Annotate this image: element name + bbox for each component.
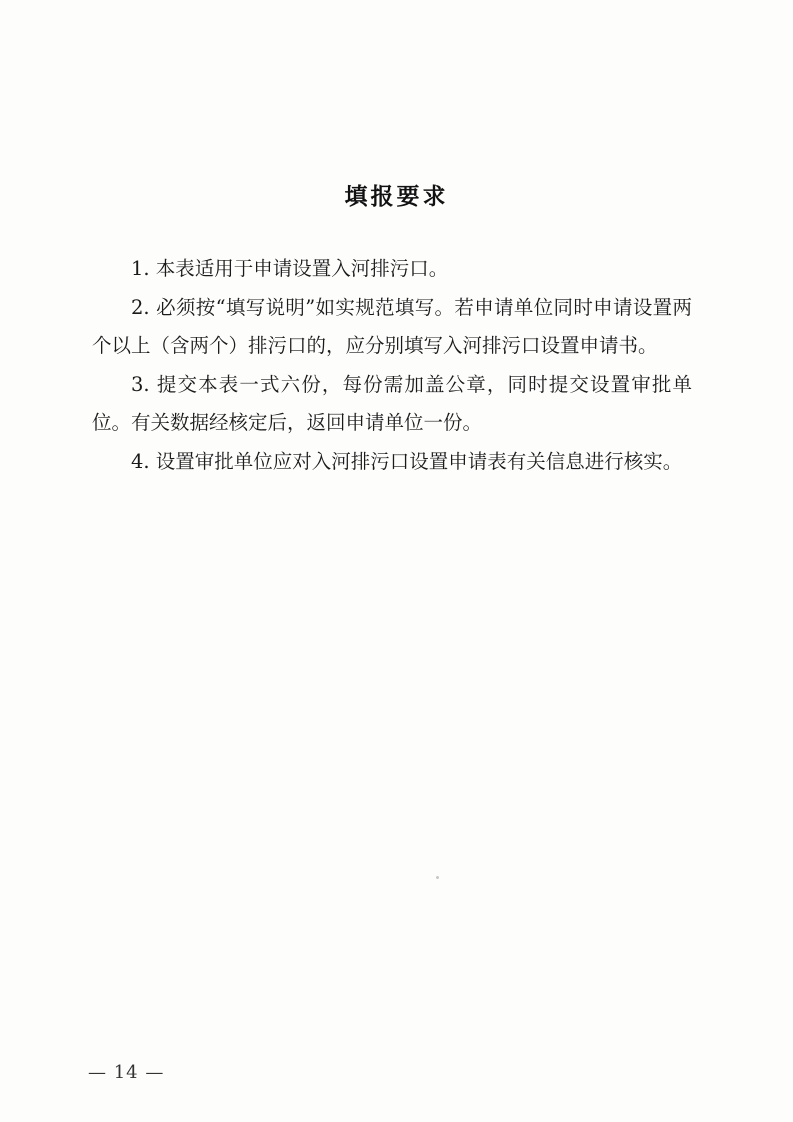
scan-speck — [436, 876, 439, 879]
requirement-item-4: 4. 设置审批单位应对入河排污口设置申请表有关信息进行核实。 — [131, 449, 683, 473]
page-title: 填报要求 — [344, 184, 449, 210]
requirement-item-3: 3. 提交本表一式六份，每份需加盖公章，同时提交设置审批单位。有关数据经核定后，返回申请单位一份。 — [92, 372, 692, 434]
requirement-item-2: 2. 必须按“填写说明”如实规范填写。若申请单位同时申请设置两个以上（含两个）排污口的，应分别填写入河排污口设置申请书。 — [92, 295, 692, 357]
page-number: — 14 — — [88, 1062, 165, 1083]
requirement-item-1: 1. 本表适用于申请设置入河排污口。 — [131, 257, 449, 280]
requirements-list — [92, 250, 692, 481]
